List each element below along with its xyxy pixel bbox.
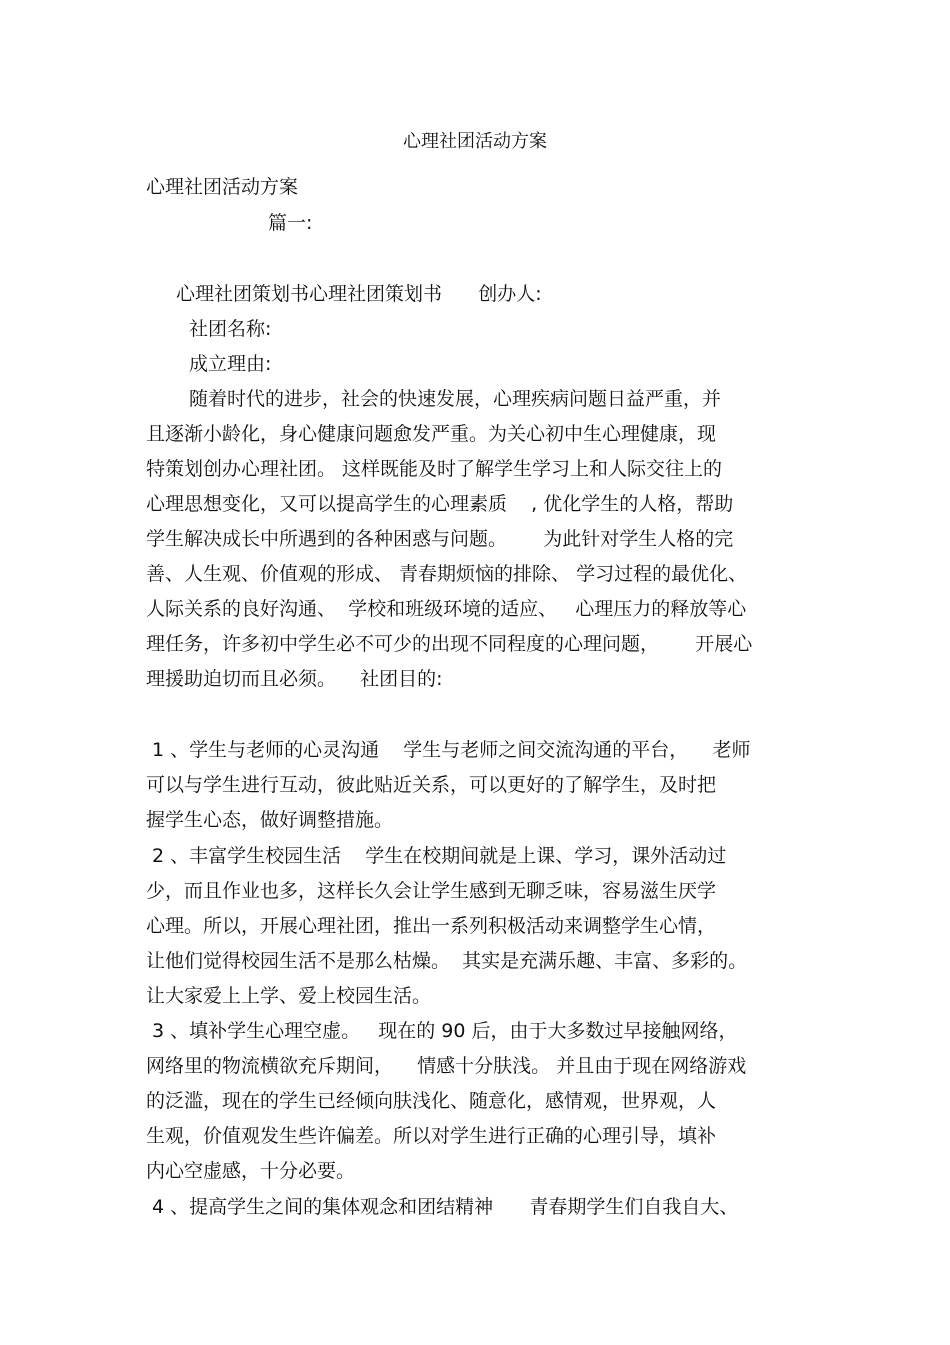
document-part-label: 篇一: [268,212,313,234]
body-line: 且逐渐小龄化，身心健康问题愈发严重。为关心初中生心理健康，现 [146,423,717,445]
document-title: 心理社团活动方案 [403,131,547,152]
document-subtitle: 心理社团活动方案 [146,176,299,198]
body-line: 生观，价值观发生些许偏差。所以对学生进行正确的心理引导，填补 [146,1125,717,1147]
body-line: 学生解决成长中所遇到的各种困惑与问题。 为此针对学生人格的完 [146,528,734,550]
body-line: 3 、填补学生心理空虚。 现在的 90 后，由于大多数过早接触网络， [152,1020,738,1042]
body-line: 心理思想变化，又可以提高学生的心理素质 , 优化学生的人格，帮助 [146,493,734,515]
body-line: 心理社团策划书心理社团策划书 创办人: [176,283,542,305]
body-line: 成立理由: [189,353,272,375]
body-line: 理援助迫切而且必须。 社团目的: [146,668,443,690]
body-line: 握学生心态，做好调整措施。 [146,809,394,831]
body-line: 随着时代的进步，社会的快速发展，心理疾病问题日益严重，并 [189,388,722,410]
body-line: 4 、提高学生之间的集体观念和团结精神 青春期学生们自我自大、 [152,1196,739,1218]
body-line: 社团名称: [189,318,272,340]
body-line: 理任务，许多初中学生必不可少的出现不同程度的心理问题， 开展心 [146,633,753,655]
body-line: 的泛滥，现在的学生已经倾向肤浅化、随意化，感情观，世界观，人 [146,1090,717,1112]
body-line: 善、人生观、价值观的形成、 青春期烦恼的排除、 学习过程的最优化、 [146,563,748,585]
body-line: 可以与学生进行互动，彼此贴近关系，可以更好的了解学生，及时把 [146,774,717,796]
body-line: 心理。所以，开展心理社团，推出一系列积极活动来调整学生心情， [146,915,717,937]
body-line: 1 、学生与老师的心灵沟通 学生与老师之间交流沟通的平台， 老师 [152,739,751,761]
body-line: 让他们觉得校园生活不是那么枯燥。 其实是充满乐趣、丰富、多彩的。 [146,950,748,972]
body-line: 网络里的物流横欲充斥期间， 情感十分肤浅。 并且由于现在网络游戏 [146,1055,747,1077]
body-line: 少，而且作业也多，这样长久会让学生感到无聊乏味，容易滋生厌学 [146,880,717,902]
body-line: 特策划创办心理社团。 这样既能及时了解学生学习上和人际交往上的 [146,458,723,480]
body-line: 让大家爱上上学、爱上校园生活。 [146,985,432,1007]
body-line: 2 、丰富学生校园生活 学生在校期间就是上课、学习，课外活动过 [152,845,727,867]
body-line: 内心空虚感，十分必要。 [146,1160,356,1182]
body-line: 人际关系的良好沟通、 学校和班级环境的适应、 心理压力的释放等心 [146,598,747,620]
